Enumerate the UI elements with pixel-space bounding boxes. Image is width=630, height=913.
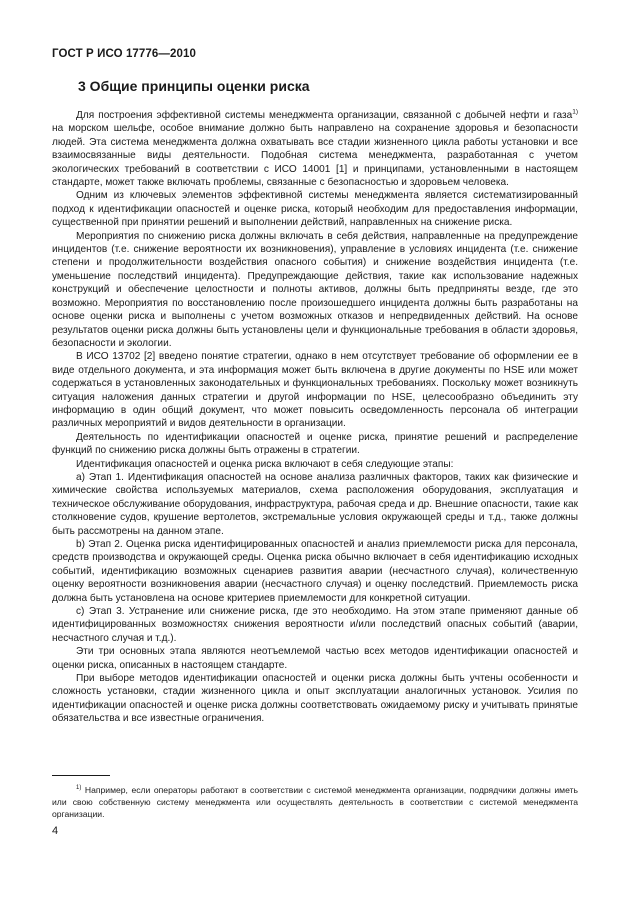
footnote-text: Например, если операторы работают в соответствии с системой менеджмента организации, подрядчики должны иметь или свою собственную систему менеджмента или осуществлять деятельность в соответствии с системой менеджмента организации. [52, 785, 578, 819]
standard-header: ГОСТ Р ИСО 17776—2010 [52, 48, 197, 60]
stage-1-item: a) Этап 1. Идентификация опасностей на основе анализа различных факторов, таких как физические и химические свойства используемых материалов, схема расположения оборудования, эксплуатация и техническое обслуживание оборудования, инфраструктура, рабочая среда и др. Внешние опасности, такие как столкновение судов, крушение вертолетов, экстремальные условия окружающей среды и т.д., также должны быть рассмотрены на данном этапе. [52, 471, 578, 537]
body-text [52, 109, 578, 726]
paragraph-11: При выборе методов идентификации опасностей и оценки риска должны быть учтены особенности и сложность установки, стадии жизненного цикла и опыт эксплуатации аналогичных установок. Усилия по идентификации опасностей и оценке риска должны соответствовать ожидаемому риску и учитывать принятые обязательства и все известные ограничения. [52, 673, 578, 725]
paragraph-5: Деятельность по идентификации опасностей и оценке риска, принятие решений и распределение функций по снижению риска должны быть отражены в стратегии. [52, 431, 578, 457]
paragraph-10: Эти три основных этапа являются неотъемлемой частью всех методов идентификации опасностей и оценки риска, описанных в настоящем стандарте. [52, 646, 578, 671]
footnote [52, 784, 578, 820]
footnote-marker: 1) [76, 785, 82, 792]
stage-2-item: b) Этап 2. Оценка риска идентифицированных опасностей и анализ приемлемости риска для персонала, средств производства и окружающей среды. Оценка риска обычно включает в себя идентификацию исходных событий, идентификацию возможных сценариев развития аварии (несчастного случая), количественную оценку вероятности возникновения аварии (несчастного случая) и оценку последствий. Приемлемость риска должна быть установлена на основе критериев приемлемости для конкретной ситуации. [52, 539, 578, 604]
page-number: 4 [52, 825, 59, 837]
paragraph-1-text-before: Для построения эффективной системы менеджмента организации, связанной с добычей нефти и газа [76, 110, 573, 121]
paragraph-1-text-after: на морском шельфе, особое внимание должно быть направлено на сохранение здоровья и безопасности людей. Эта система менеджмента должна охватывать все стадии жизненного цикла работы установки и все взаимосвязанные виды деятельности. Подобная система менеджмента, разработанная с учетом экологических требований в соответствии с ИСО 14001 [1] и принципами, установленными в настоящем стандарте, может также включать проблемы, связанные с безопасностью и здоровьем человека. [52, 123, 578, 189]
footnote-reference: 1) [572, 108, 578, 116]
paragraph-2: Одним из ключевых элементов эффективной системы менеджмента является систематизированный подход к идентификации опасностей и оценке риска, который необходим для предоставления информации, существенной при принятии решений и выполнении действий, направленных на снижение риска. [52, 190, 578, 229]
stage-3-item: c) Этап 3. Устранение или снижение риска, где это необходимо. На этом этапе применяют данные об идентифицированных возможностях снижения вероятности и/или последствий опасных событий (аварии, несчастного случая и т.д.). [52, 606, 578, 644]
paragraph-6: Идентификация опасностей и оценка риска включают в себя следующие этапы: [76, 458, 454, 470]
paragraph-3: Мероприятия по снижению риска должны включать в себя действия, направленные на предупреждение инцидентов (т.е. снижение вероятности их возникновения), управление в условиях инцидента (т.е. снижение степени и продолжительности воздействия опасного события) и снижение воздействия инцидента (т.е. уменьшение последствий инцидента). Предупреждающие действия, такие как использование надежных конструкций и обеспечение целостности и полноты активов, должны быть предприняты везде, где это возможно. Мероприятия по восстановлению после произошедшего инцидента должны быть разработаны на основе оценки риска и выполнены с учетом возможных отказов и непредвиденных действий. На основе результатов оценки риска должны быть установлены цели и функциональные требования в области здоровья, безопасности и экологии. [52, 230, 578, 349]
paragraph-4: В ИСО 13702 [2] введено понятие стратегии, однако в нем отсутствует требование об оформлении ее в виде отдельного документа, и эта информация может быть включена в другие документы по HSE или может содержаться в установленных законодательных и функциональных требованиях. Поскольку может возникнуть ситуация наложения данных стратегии и другой информации по HSE, целесообразно объединить эту информацию в один общий документ, что может повысить осведомленность персонала об интеграции различных мероприятий и видов деятельности в организации. [52, 351, 578, 430]
section-title: 3 Общие принципы оценки риска [78, 78, 310, 94]
footnote-divider [52, 775, 110, 776]
paragraph-1 [52, 109, 578, 189]
